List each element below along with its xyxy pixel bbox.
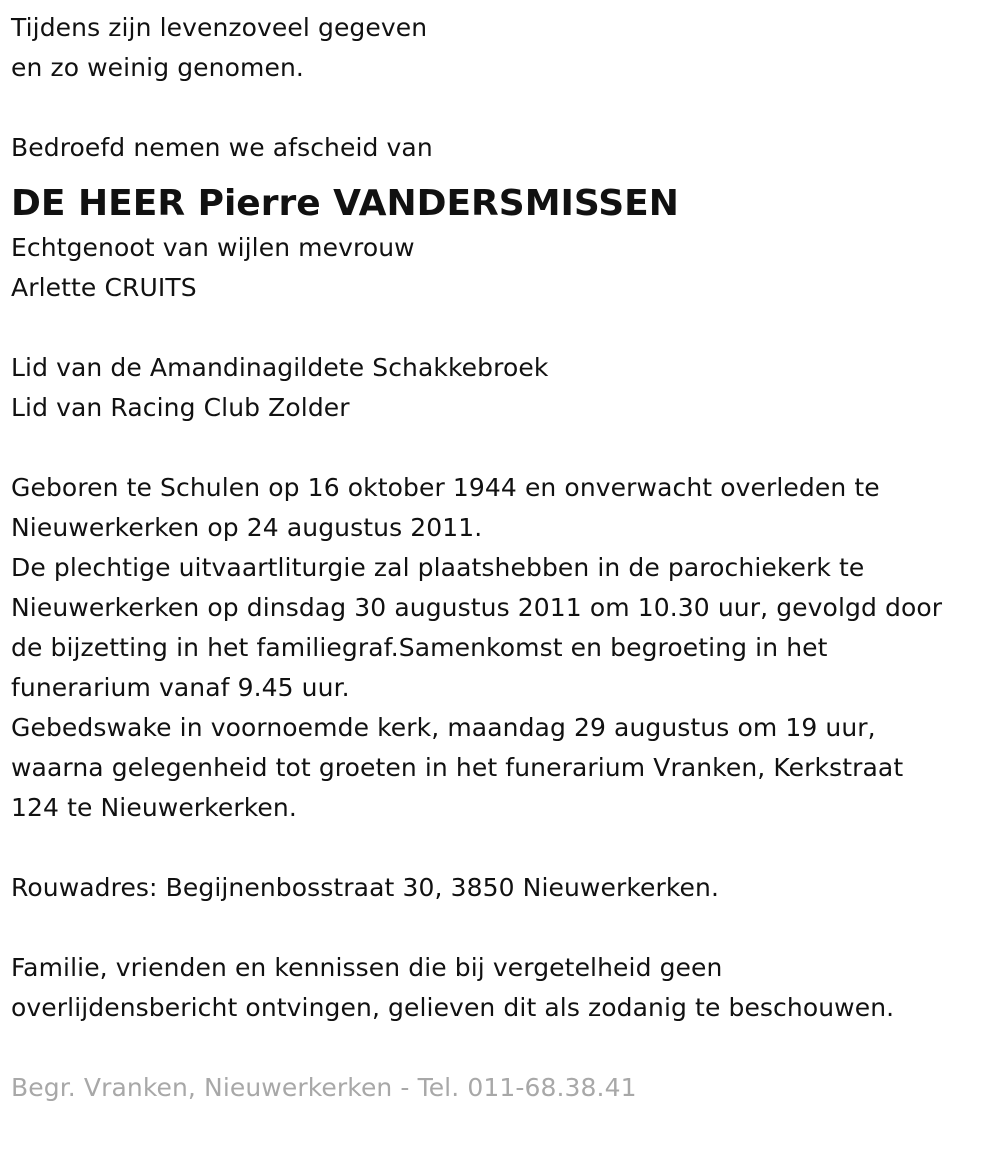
details-line: Nieuwerkerken op dinsdag 30 augustus 2011 om 10.30 uur, gevolgd door [11,593,943,622]
spacer [11,828,1000,868]
intro-quote [11,8,1000,88]
funeral-details [11,468,1000,828]
family-notice [11,948,1000,1028]
details-line: Geboren te Schulen op 16 oktober 1944 en onverwacht overleden te [11,473,880,502]
intro-line: Tijdens zijn levenzoveel gegeven [11,13,428,42]
details-line: De plechtige uitvaartliturgie zal plaatshebben in de parochiekerk te [11,553,865,582]
funeral-home-footer: Begr. Vranken, Nieuwerkerken - Tel. 011-68.38.41 [11,1073,637,1102]
details-line: waarna gelegenheid tot groeten in het funerarium Vranken, Kerkstraat [11,753,904,782]
notice-line: overlijdensbericht ontvingen, gelieven dit als zodanig te beschouwen. [11,993,895,1022]
spacer [11,908,1000,948]
intro-line: en zo weinig genomen. [11,53,304,82]
spouse-info [11,228,1000,308]
deceased-name: DE HEER Pierre VANDERSMISSEN [11,183,679,224]
membership-line: Lid van Racing Club Zolder [11,393,350,422]
spacer [11,428,1000,468]
announcement-text: Bedroefd nemen we afscheid van [11,133,433,162]
spacer [11,1028,1000,1068]
notice-line: Familie, vrienden en kennissen die bij vergetelheid geen [11,953,723,982]
membership-line: Lid van de Amandinagildete Schakkebroek [11,353,549,382]
details-line: Gebedswake in voornoemde kerk, maandag 29 augustus om 19 uur, [11,713,876,742]
details-line: 124 te Nieuwerkerken. [11,793,297,822]
details-line: de bijzetting in het familiegraf.Samenkomst en begroeting in het [11,633,828,662]
memberships [11,348,1000,428]
spouse-line: Arlette CRUITS [11,273,197,302]
spouse-line: Echtgenoot van wijlen mevrouw [11,233,415,262]
spacer [11,308,1000,348]
details-line: Nieuwerkerken op 24 augustus 2011. [11,513,483,542]
mourning-address: Rouwadres: Begijnenbosstraat 30, 3850 Nieuwerkerken. [11,873,720,902]
spacer [11,88,1000,128]
details-line: funerarium vanaf 9.45 uur. [11,673,350,702]
